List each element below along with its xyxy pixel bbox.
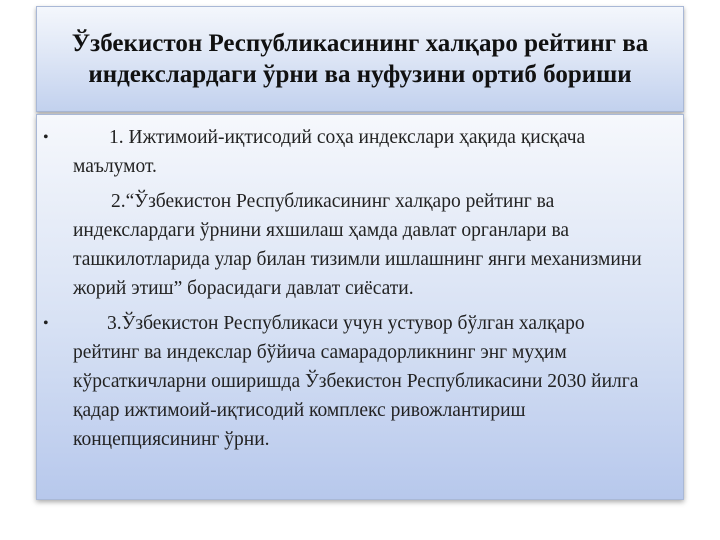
bullet-dot-icon: • [43, 129, 49, 146]
title-panel [36, 6, 684, 112]
paragraph-1: 1. Ижтимоий-иқтисодий соҳа индекслари ҳақида қисқача маълумот. [73, 127, 586, 177]
bullet-item-1 [43, 123, 645, 303]
bullet-item-2 [43, 309, 645, 454]
paragraph-3: 3.Ўзбекистон Республикаси учун устувор бўлган халқаро рейтинг ва индекслар бўйича самарадорликнинг энг муҳим кўрсаткичларни оширишда Ўзбекистон Республикасини 2030 йилга қадар ижтимоий-иқтисодий комплекс ривожлантириш концепциясининг ўрни. [73, 313, 639, 450]
content-panel [36, 114, 684, 500]
slide-title: Ўзбекистон Республикасининг халқаро рейтинг ва индекслардаги ўрни ва нуфузини ортиб бориши [71, 30, 649, 88]
paragraph-2: 2.“Ўзбекистон Республикасининг халқаро рейтинг ва индекслардаги ўрнини яхшилаш ҳамда давлат органлари ва ташкилотларида улар билан тизимли ишлашнинг янги механизмини жорий этиш” борасидаги давлат сиёсати. [73, 191, 642, 299]
bullet-dot-icon: • [43, 315, 49, 332]
